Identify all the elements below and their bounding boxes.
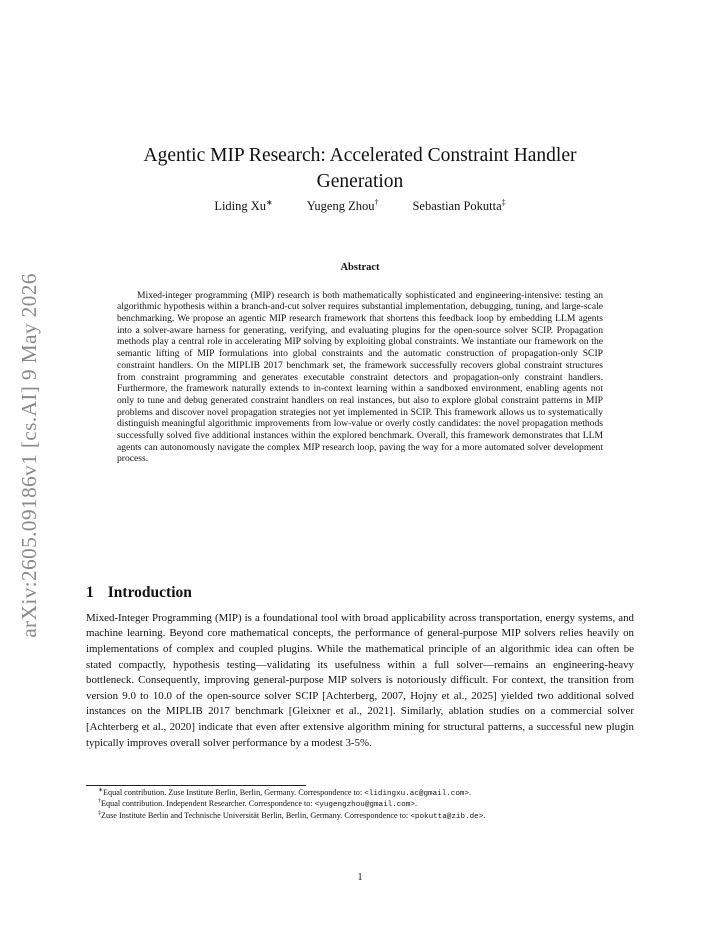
section-heading: [86, 584, 192, 602]
footnote-divider: [86, 785, 306, 786]
author-footnote-mark: ∗: [266, 197, 273, 207]
author-list: [100, 199, 620, 214]
author: [412, 199, 505, 214]
abstract-heading: Abstract: [340, 262, 380, 273]
footnote-mark: ‡: [98, 810, 101, 817]
footnote-end: .: [469, 788, 472, 797]
section-number: 1: [86, 583, 94, 601]
footnote-email: <lidingxu.ac@gmail.com>: [364, 790, 470, 798]
footnote-text: Zuse Institute Berlin and Technische Universität Berlin, Berlin, Germany. Correspondence to:: [101, 810, 411, 820]
footnote-text: Equal contribution. Independent Researcher. Correspondence to:: [101, 799, 315, 809]
author-name: Liding Xu: [214, 199, 267, 213]
arxiv-identifier-text: arXiv:2605.09186v1 [cs.AI] 9 May 2026: [16, 272, 41, 638]
footnote-text: Equal contribution. Zuse Institute Berlin, Berlin, Germany. Correspondence to:: [103, 788, 365, 797]
author-footnote-mark: ‡: [501, 197, 506, 207]
author-name: Sebastian Pokutta: [412, 199, 502, 213]
footnote: [86, 788, 634, 799]
footnote-mark: ∗: [98, 787, 104, 794]
page-number: 1: [357, 872, 363, 883]
author-footnote-mark: †: [374, 197, 379, 207]
introduction-paragraph: Mixed-Integer Programming (MIP) is a foundational tool with broad applicability across transportation, energy systems, and machine learning. Beyond core mathematical concepts, the performance of general-purpose MIP solvers relies heavily on implementations of complex and coupled plugins. While the mathematical principle of an algorithmic idea can often be stated compactly, hypothesis testing—validating its usefulness within a full solver—remains an engineering-heavy bottleneck. Consequently, improving general-purpose MIP solvers is notoriously difficult. For context, the transition from version 9.0 to 10.0 of the open-source solver SCIP [Achterberg, 2007, Hojny et al., 2025] yielded two additional solved instances on the MIPLIB 2017 benchmark [Gleixner et al., 2021]. Similarly, ablation studies on a commercial solver [Achterberg et al., 2020] indicate that even after extensive algorithm mining for structural patterns, a successful new plugin typically improves overall solver performance by a modest 3-5%.: [86, 611, 634, 749]
footnote-email: <yugengzhou@gmail.com>: [314, 801, 415, 810]
paper-title: Agentic MIP Research: Accelerated Constraint Handler Generation: [143, 145, 577, 193]
author: [214, 199, 272, 214]
footnote-end: .: [414, 799, 418, 809]
abstract-body: Mixed-integer programming (MIP) research is both mathematically sophisticated and engineering-intensive: testing an algorithmic hypothesis within a branch-and-cut solver requires substantial implementation, debugging, tuning, and large-scale benchmarking. We propose an agentic MIP research framework that shortens this feedback loop by embedding LLM agents into a solver-aware harness for generating, verifying, and evaluating plugins for the open-source solver SCIP. Propagation methods play a central role in accelerating MIP solving by exploiting global constraints. We instantiate our framework on the semantic lifting of MIP formulations into global constraints and the automatic construction of propagation-only SCIP constraint handlers. On the MIPLIB 2017 benchmark set, the framework successfully recovers global constraint structures from constraint programming and generates executable constraint detectors and propagation-only constraint handlers. Furthermore, the framework naturally extends to in-context learning within a sandboxed environment, enabling agents not only to tune and debug generated constraint handlers on real instances, but also to explore global constraint patterns in MIP problems and discover novel propagation strategies not yet implemented in SCIP. This framework allows us to systematically distinguish meaningful algorithmic improvements from low-value or overly costly candidates: the novel propagation methods successfully solved five additional instances within the explored benchmark. Overall, this framework demonstrates that LLM agents can autonomously navigate the complex MIP research loop, paving the way for a more automated solver development process.: [117, 289, 603, 465]
footnote-email: <pokutta@zib.de>: [410, 812, 484, 821]
author-name: Yugeng Zhou: [306, 199, 375, 213]
footnote-mark: †: [98, 798, 101, 805]
author: [307, 199, 379, 214]
footnote: [86, 811, 634, 822]
footnote-end: .: [483, 810, 486, 820]
footnote: [86, 799, 634, 810]
footnotes: [86, 788, 634, 822]
arxiv-identifier-stamp: [14, 265, 44, 645]
section-title: Introduction: [107, 583, 192, 601]
